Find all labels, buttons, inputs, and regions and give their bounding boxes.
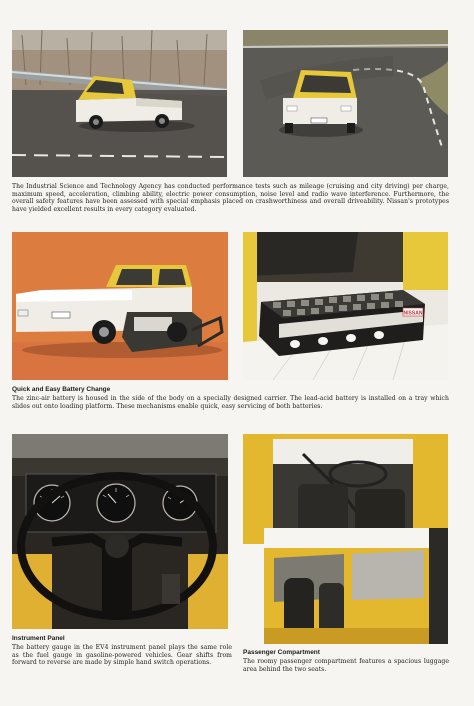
battery-change-text: The zinc-air battery is housed in the side of the body on a specially designed carrier. The lead-acid battery is installed on a tray which slides out onto loading platform. These mechanisms enable quick, easy servicing of both batteries. [12, 395, 449, 410]
photo-battery-carrier [12, 232, 228, 380]
passenger-compartment-heading: Passenger Compartment [243, 649, 320, 656]
photo-passenger-compartment [264, 528, 448, 644]
photo-truck-on-curve [243, 30, 448, 177]
photo-instrument-panel [12, 434, 228, 629]
passenger-compartment-text: The roomy passenger compartment features a spacious luggage area behind the two seats. [243, 658, 449, 673]
photo-truck-on-road [12, 30, 227, 177]
photo-battery-tray [243, 232, 448, 380]
instrument-panel-text: The battery gauge in the EV4 instrument panel plays the same role as the fuel gauge in gasoline-powered vehicles. Gear shifts from forward to reverse are made by simple hand switch operations. [12, 644, 232, 667]
battery-change-heading: Quick and Easy Battery Change [12, 386, 111, 393]
intro-paragraph: The Industrial Science and Technology Agency has conducted performance tests such as mileage (cruising and city driving) per charge, maximum speed, acceleration, climbing ability, electric power consumption, noise level and radio wave interference. Furthermore, the overall safety features have been assessed with special emphasis placed on crashworthiness and overall driveability. Nissan's prototypes have yielded excellent results in every category evaluated. [12, 183, 449, 213]
instrument-panel-heading: Instrument Panel [12, 635, 65, 642]
battery-brand-label: NISSAN [403, 310, 423, 317]
